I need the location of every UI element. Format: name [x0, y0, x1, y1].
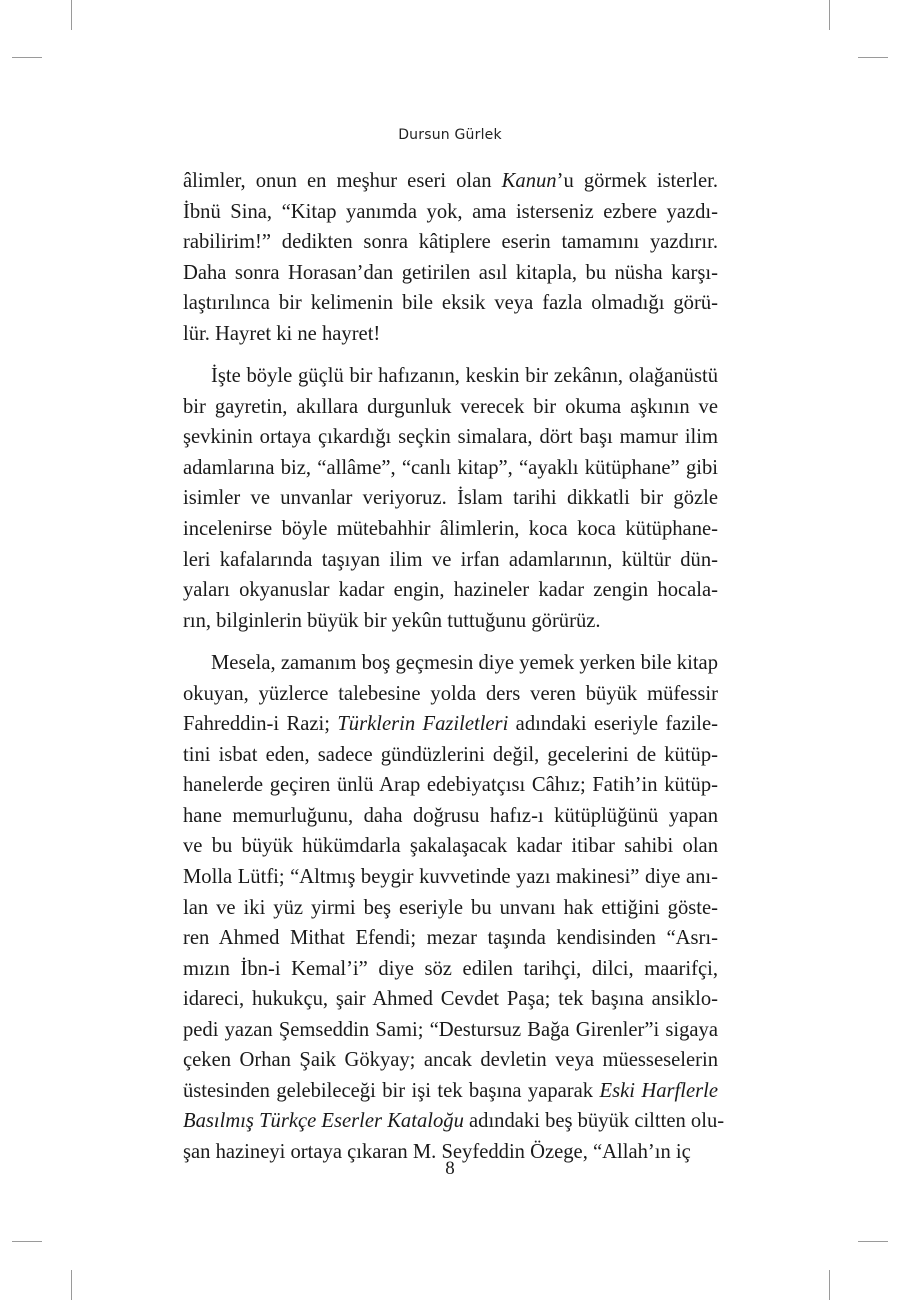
- text-line: [183, 483, 718, 514]
- text-segment: lür. Hayret ki ne hayret!: [183, 322, 381, 345]
- text-line: [183, 453, 718, 484]
- italic-title: Basılmış Türkçe Eserler Kataloğu: [183, 1110, 464, 1133]
- text-line: [183, 740, 718, 771]
- crop-mark-bottom-right: [829, 1270, 830, 1300]
- crop-mark-left-bottom: [12, 1241, 42, 1242]
- text-line: [183, 770, 718, 801]
- text-line: [183, 392, 718, 423]
- crop-mark-left-top: [12, 57, 42, 58]
- text-segment: Molla Lütfi; “Altmış beygir kuvvetinde yazı makinesi” diye anı-: [183, 866, 718, 889]
- text-line: [183, 679, 718, 710]
- crop-mark-bottom-left: [71, 1270, 72, 1300]
- text-line: [183, 923, 718, 954]
- text-segment: âlimler, onun en meşhur eseri olan: [183, 170, 502, 192]
- text-segment: Daha sonra Horasan’dan getirilen asıl kitapla, bu nüsha karşı-: [183, 261, 718, 284]
- text-line: [183, 575, 718, 606]
- italic-title: Eski Harflerle: [599, 1079, 718, 1102]
- page-number: 8: [445, 1158, 455, 1179]
- text-segment: Mesela, zamanım boş geçmesin diye yemek yerken bile kitap: [211, 652, 718, 675]
- crop-mark-right-bottom: [858, 1241, 888, 1242]
- text-line: [183, 514, 718, 545]
- paragraph: [183, 648, 725, 1167]
- text-segment: adamlarına biz, “allâme”, “canlı kitap”, “ayaklı kütüphane” gibi: [183, 456, 718, 479]
- text-segment: üstesinden gelebileceği bir işi tek başına yaparak: [183, 1079, 600, 1102]
- text-line: [183, 831, 718, 862]
- text-segment: şan hazineyi ortaya çıkaran M. Seyfeddin Özege, “Allah’ın iç: [183, 1140, 691, 1163]
- text-segment: bir gayretin, akıllara durgunluk verecek bir okuma aşkının ve: [183, 395, 718, 418]
- text-segment: adındaki beş büyük ciltten olu-: [463, 1110, 725, 1133]
- text-line: [183, 954, 718, 985]
- text-line: [183, 801, 718, 832]
- text-line: [183, 227, 718, 258]
- text-segment: şevkinin ortaya çıkardığı seçkin simalara, dört başı mamur ilim: [183, 426, 718, 449]
- text-segment: hane memurluğunu, daha doğrusu hafız-ı kütüplüğünü yapan: [183, 804, 718, 827]
- italic-title: Kanun: [501, 170, 557, 192]
- text-segment: çeken Orhan Şaik Gökyay; ancak devletin veya müesseselerin: [183, 1049, 718, 1072]
- text-segment: yaları okyanuslar kadar engin, hazineler kadar zengin hocala-: [183, 579, 718, 602]
- italic-title: Türklerin Faziletleri: [337, 713, 509, 736]
- text-line: [183, 319, 718, 350]
- text-line: [183, 1015, 718, 1046]
- text-segment: tini isbat eden, sadece gündüzlerini değil, gecelerini de kütüp-: [183, 743, 718, 766]
- text-line: [183, 288, 718, 319]
- text-line: [183, 545, 718, 576]
- text-segment: idareci, hukukçu, şair Ahmed Cevdet Paşa; tek başına ansiklo-: [183, 988, 718, 1011]
- text-line: [183, 1045, 718, 1076]
- text-line: [183, 422, 718, 453]
- text-segment: rın, bilginlerin büyük bir yekûn tuttuğunu görürüz.: [183, 609, 601, 632]
- text-segment: Fahreddin-i Razi;: [183, 713, 338, 736]
- text-segment: laştırılınca bir kelimenin bile eksik veya fazla olmadığı görü-: [183, 292, 718, 315]
- text-line: [183, 361, 718, 392]
- text-line: [183, 862, 718, 893]
- text-line: [183, 1106, 725, 1137]
- paragraph: [183, 361, 718, 636]
- text-segment: İbnü Sina, “Kitap yanımda yok, ama isterseniz ezbere yazdı-: [183, 200, 718, 223]
- text-line: [183, 197, 718, 228]
- text-segment: hanelerde geçiren ünlü Arap edebiyatçısı Câhız; Fatih’in kütüp-: [183, 774, 718, 797]
- text-line: [183, 893, 718, 924]
- running-head: Dursun Gürlek: [398, 127, 502, 143]
- text-line: [183, 606, 718, 637]
- text-segment: ’u görmek isterler.: [556, 170, 719, 192]
- crop-mark-top-right: [829, 0, 830, 30]
- text-segment: leri kafalarında taşıyan ilim ve irfan adamlarının, kültür dün-: [183, 548, 718, 571]
- text-segment: İşte böyle güçlü bir hafızanın, keskin bir zekânın, olağanüstü: [211, 365, 718, 388]
- text-segment: incelenirse böyle mütebahhir âlimlerin, koca koca kütüphane-: [183, 518, 718, 541]
- text-line: [183, 648, 718, 679]
- text-segment: ren Ahmed Mithat Efendi; mezar taşında kendisinden “Asrı-: [183, 927, 718, 950]
- text-line: [183, 709, 718, 740]
- text-segment: ve bu büyük hükümdarla şakalaşacak kadar itibar sahibi olan: [183, 835, 718, 858]
- text-segment: isimler ve unvanlar veriyoruz. İslam tarihi dikkatli bir gözle: [183, 487, 718, 510]
- body-text: [183, 166, 725, 1168]
- text-segment: rabilirim!” dedikten sonra kâtiplere eserin tamamını yazdırır.: [183, 231, 718, 254]
- text-segment: okuyan, yüzlerce talebesine yolda ders veren büyük müfessir: [183, 682, 718, 705]
- text-segment: mızın İbn-i Kemal’i” diye söz edilen tarihçi, dilci, maarifçi,: [183, 957, 718, 980]
- text-segment: lan ve iki yüz yirmi beş eseriyle bu unvanı hak ettiğini göste-: [183, 896, 718, 919]
- text-segment: adındaki eseriyle fazile-: [508, 713, 718, 736]
- text-segment: pedi yazan Şemseddin Sami; “Destursuz Bağa Girenler”i sigaya: [183, 1018, 718, 1041]
- paragraph: [183, 166, 718, 349]
- text-line: [183, 258, 718, 289]
- crop-mark-right-top: [858, 57, 888, 58]
- text-line: [183, 166, 718, 197]
- text-line: [183, 1076, 718, 1107]
- crop-mark-top-left: [71, 0, 72, 30]
- text-line: [183, 984, 718, 1015]
